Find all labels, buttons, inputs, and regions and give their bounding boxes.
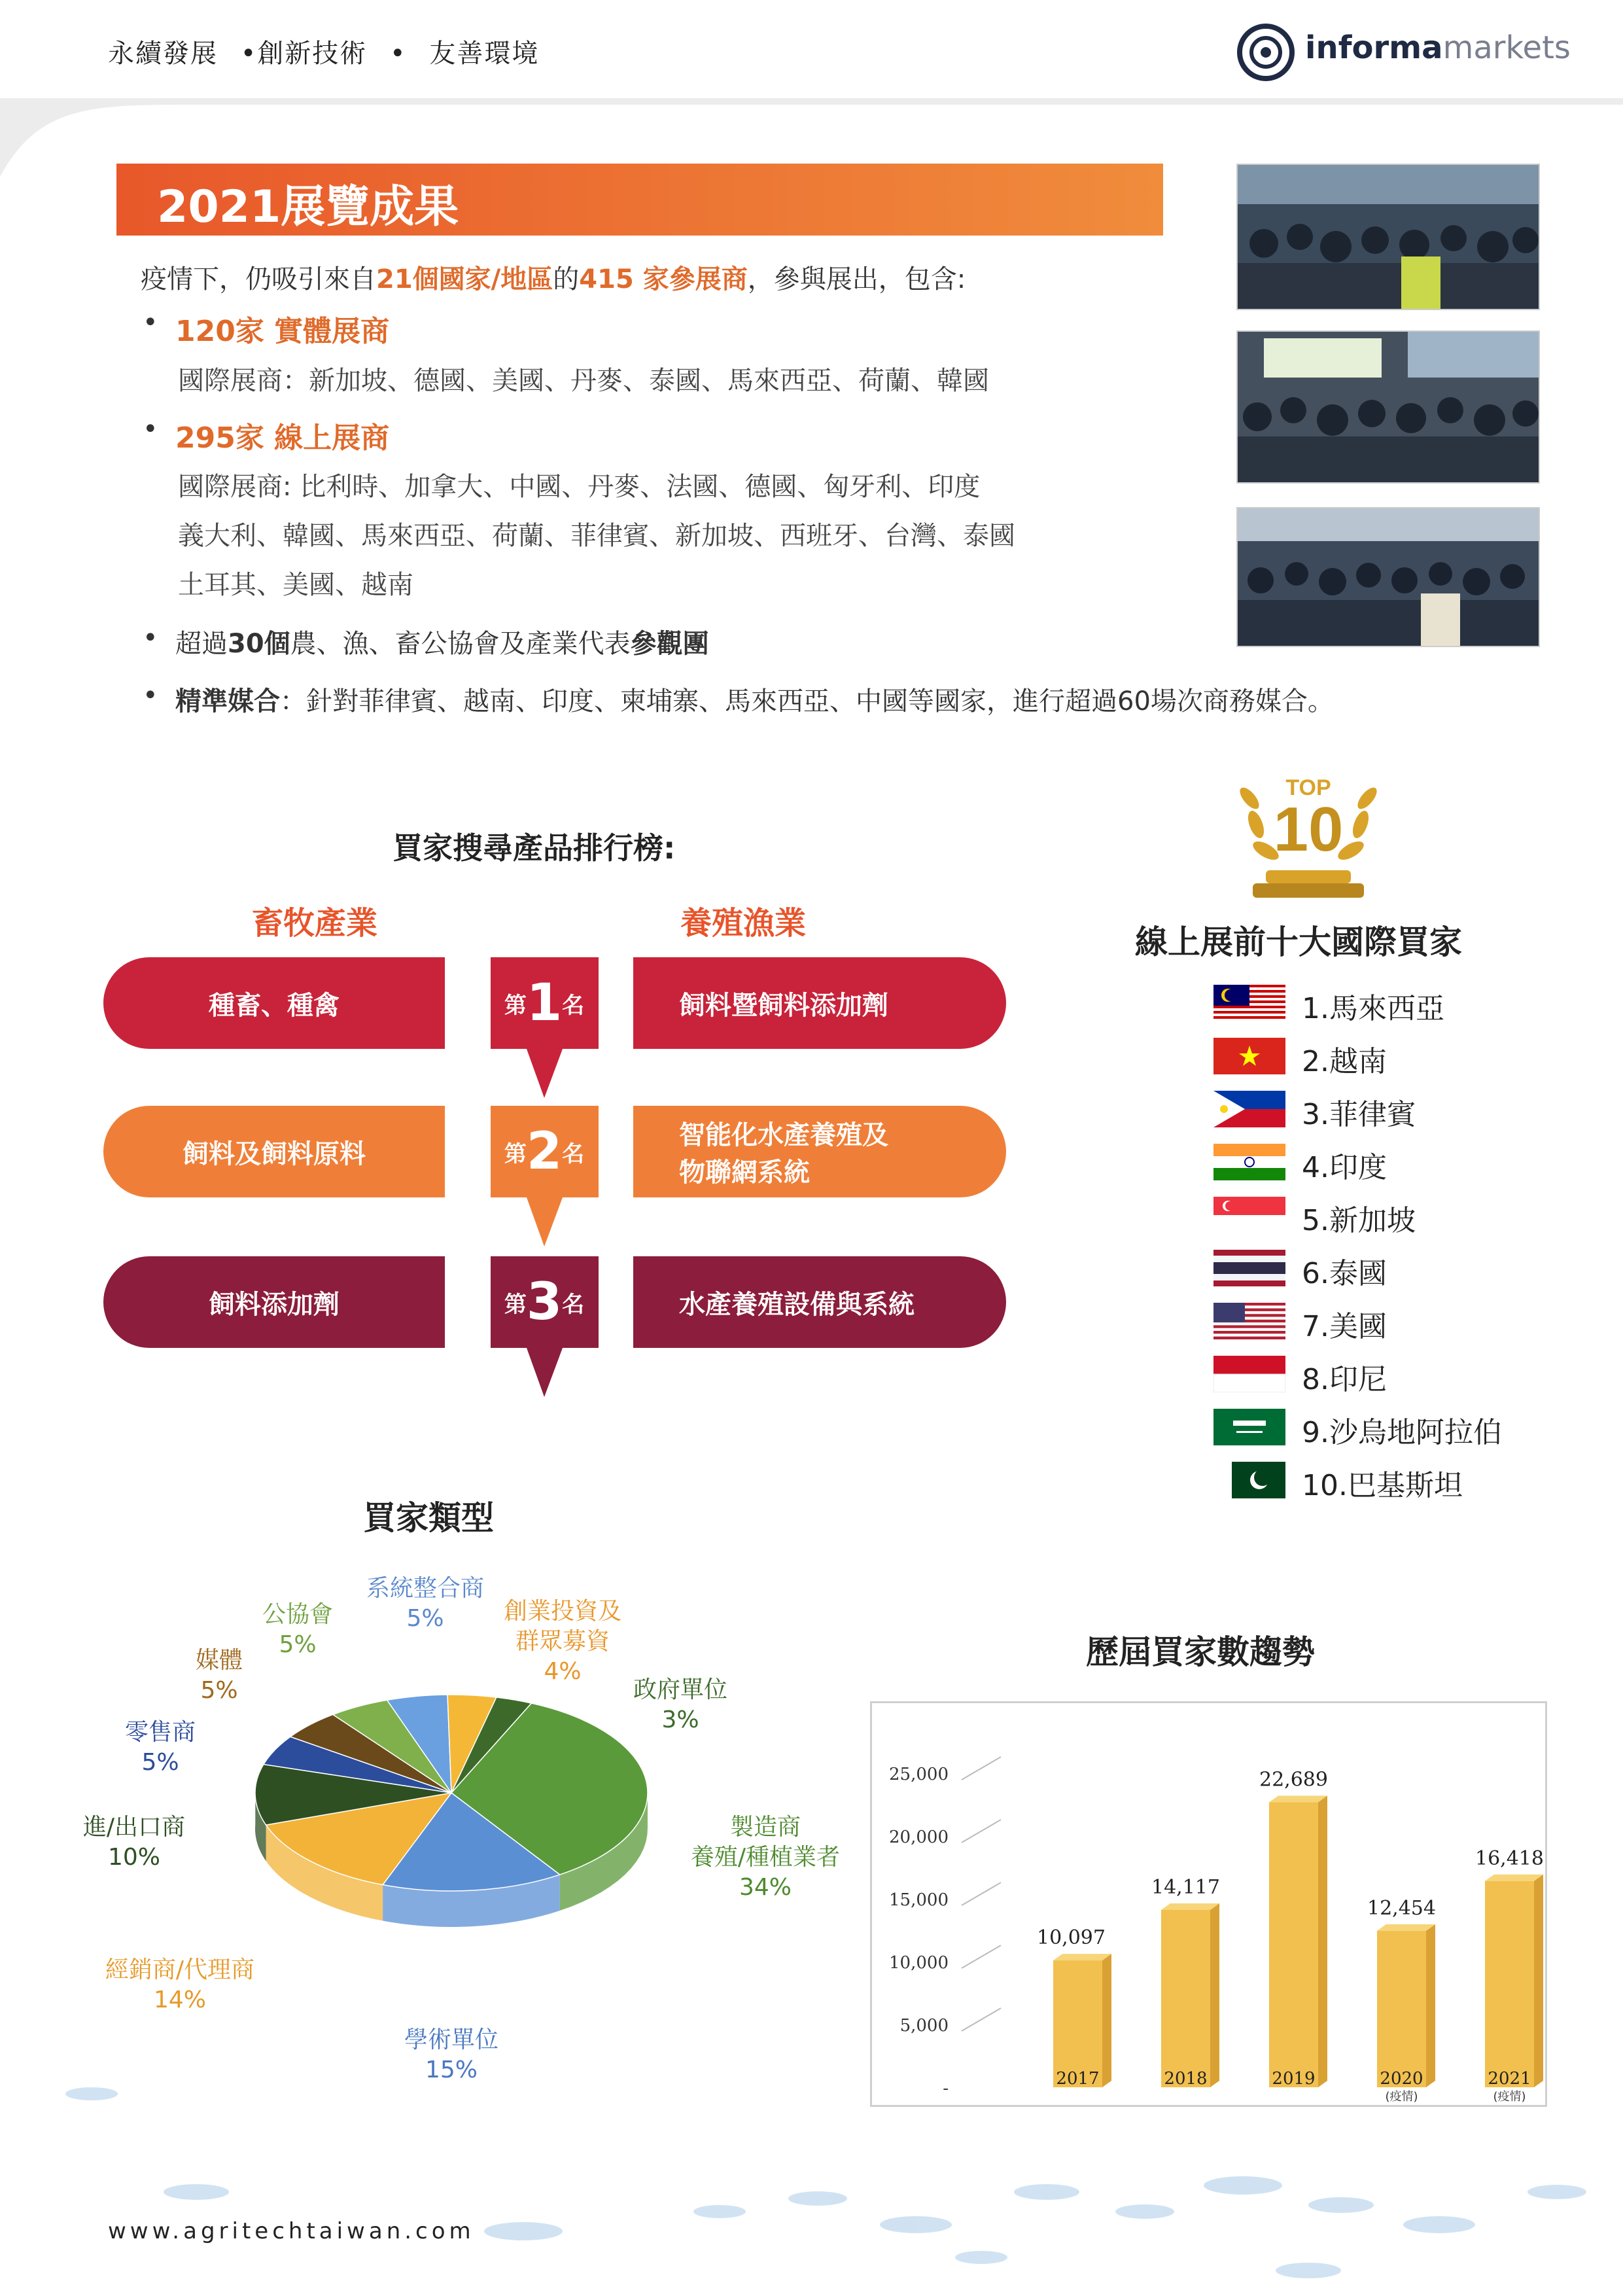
bullet-online [143, 414, 390, 456]
pie-label-name: 零售商 [124, 1719, 196, 1746]
buyer-item: 1.馬來西亞 [1302, 992, 1444, 1025]
x-category-label: 2018 [1164, 2069, 1208, 2089]
rank-prefix: 第 [504, 992, 527, 1019]
x-category-note: (疫情) [1493, 2090, 1526, 2104]
pie-label-retailer [105, 1718, 216, 1778]
bullet-delegation [143, 623, 709, 660]
pie-label-name: 公協會 [262, 1601, 333, 1628]
buyer-item: 9.沙烏地阿拉伯 [1302, 1416, 1502, 1449]
bar-top [1161, 1903, 1219, 1910]
indonesia-flag-icon [1213, 1356, 1285, 1392]
delegation-b: 30個 [228, 629, 290, 659]
pie-label-pct: 34% [739, 1874, 792, 1901]
thailand-flag-icon [1213, 1250, 1285, 1286]
philippines-flag-icon [1213, 1091, 1285, 1127]
malaysia-flag-icon [1213, 985, 1285, 1021]
top10-badge-text: TOP [1285, 775, 1331, 800]
expo-crowd-photo-2 [1236, 330, 1540, 484]
grid-line [962, 1882, 1001, 1905]
pie-label-name: 媒體 [195, 1647, 243, 1674]
buyer-trend-title: 歷屆買家數趨勢 [1086, 1633, 1315, 1671]
buyer-item: 4.印度 [1302, 1151, 1387, 1184]
singapore-flag-icon [1213, 1197, 1285, 1233]
intro-text [141, 258, 966, 296]
pie-label-pct: 15% [425, 2057, 478, 2083]
saudi-arabia-flag-icon [1213, 1409, 1285, 1445]
livestock-rank-3: 飼料添加劑 [103, 1256, 445, 1348]
matching-a: 精準媒合 [175, 686, 280, 716]
pie-label-name: 學術單位 [404, 2026, 498, 2053]
aquaculture-rank-2-text-1: 智能化水產養殖及 [679, 1120, 888, 1150]
expo-crowd-photo-1 [1236, 164, 1540, 310]
rank-3-label [495, 1256, 593, 1348]
aquaculture-rank-2-text-2: 物聯網系統 [679, 1157, 810, 1188]
x-category-label: 2021 [1488, 2069, 1531, 2089]
pie-label-name: 製造商 養殖/種植業者 [690, 1814, 841, 1871]
y-tick-label: 25,000 [889, 1765, 949, 1784]
bar-value-label: 12,454 [1367, 1896, 1436, 1920]
aquaculture-rank-3-text: 水產養殖設備與系統 [679, 1289, 915, 1320]
grid-line [962, 1945, 1001, 1968]
aquaculture-category-title: 養殖漁業 [680, 905, 807, 942]
y-tick-label: 5,000 [899, 2016, 949, 2036]
online-exhibitors-line-2: 義大利、韓國、馬來西亞、荷蘭、菲律賓、新加坡、西班牙、台灣、泰國 [178, 521, 1015, 551]
tagline-item: •創新技術 [240, 39, 368, 69]
bar-side [1318, 1795, 1327, 2087]
bar [1485, 1881, 1534, 2087]
buyer-types-pie-chart [216, 1662, 687, 1963]
bullet-dot: • [143, 623, 158, 653]
bar-side [1210, 1903, 1219, 2087]
bar-top [1053, 1954, 1111, 1960]
buyer-item: 5.新加坡 [1302, 1204, 1416, 1237]
buyer-item: 6.泰國 [1302, 1257, 1387, 1290]
buyer-item: 2.越南 [1302, 1045, 1387, 1078]
pie-label-pct: 5% [406, 1605, 444, 1632]
tagline [108, 33, 552, 70]
logo-suffix: markets [1442, 29, 1571, 66]
delegation-d: 參觀團 [630, 629, 709, 659]
buyer-item: 7.美國 [1302, 1310, 1387, 1343]
bar-top [1485, 1875, 1543, 1881]
buyer-item: 8.印尼 [1302, 1363, 1387, 1396]
pie-label-name: 創業投資及 群眾募資 [503, 1598, 621, 1655]
online-exhibitors-line-3: 土耳其、美國、越南 [178, 570, 413, 600]
grid-line [962, 1757, 1001, 1780]
fish-school-decoration [0, 2061, 1623, 2296]
rank-suffix: 名 [562, 992, 585, 1019]
pie-label-name: 系統整合商 [366, 1575, 484, 1602]
livestock-rank-2: 飼料及飼料原料 [103, 1106, 445, 1197]
aquaculture-rank-1 [633, 957, 1006, 1049]
bar-value-label: 14,117 [1151, 1875, 1220, 1899]
pie-label-pct: 5% [141, 1749, 179, 1776]
bar-value-label: 16,418 [1475, 1846, 1544, 1870]
rank-number: 3 [526, 1273, 563, 1332]
pie-label-distributor [79, 1955, 281, 2015]
rank-number: 1 [526, 974, 563, 1033]
logo-brand: informa [1305, 29, 1443, 66]
buyer-item: 10.巴基斯坦 [1302, 1469, 1463, 1502]
livestock-category-title: 畜牧產業 [252, 905, 378, 942]
pie-label-government [621, 1675, 739, 1735]
aquaculture-rank-1-text: 飼料暨飼料添加劑 [679, 990, 888, 1021]
intro-prefix: 疫情下，仍吸引來自 [141, 264, 376, 294]
intro-mid: 的 [553, 264, 580, 294]
x-category-note: (疫情) [1385, 2090, 1418, 2104]
bullet-matching [143, 680, 1334, 718]
rank-2-label [495, 1106, 593, 1197]
rank-prefix: 第 [504, 1140, 527, 1167]
india-flag-icon [1213, 1144, 1285, 1180]
bar-top [1377, 1924, 1435, 1931]
pie-label-pct: 14% [153, 1987, 206, 2013]
expo-crowd-photo-3 [1236, 507, 1540, 647]
x-category-label: 2017 [1056, 2069, 1100, 2089]
bullet-dot: • [143, 414, 158, 444]
y-tick-label: 20,000 [889, 1828, 949, 1847]
pie-label-system-integrator [357, 1574, 494, 1634]
pie-label-pct: 5% [279, 1631, 317, 1658]
informa-markets-logo[interactable] [1305, 29, 1571, 66]
intro-countries: 21個國家/地區 [376, 264, 553, 294]
y-tick-label: 15,000 [889, 1890, 949, 1910]
rank-prefix: 第 [504, 1291, 527, 1318]
top10-trophy-icon [1230, 752, 1387, 910]
online-exhibitors-line-1: 國際展商: 比利時、加拿大、中國、丹麥、法國、德國、匈牙利、印度 [178, 472, 981, 502]
rank-number: 2 [526, 1122, 563, 1181]
buyer-item: 3.菲律賓 [1302, 1098, 1416, 1131]
rank-suffix: 名 [562, 1140, 585, 1167]
top10-badge-number: 10 [1273, 794, 1344, 864]
vietnam-flag-icon [1213, 1038, 1285, 1074]
pie-label-pct: 4% [544, 1658, 582, 1685]
x-category-label: 2019 [1272, 2069, 1316, 2089]
delegation-c: 農、漁、畜公協會及產業代表 [290, 629, 631, 659]
bar-top [1269, 1795, 1327, 1802]
bar [1269, 1802, 1318, 2087]
pie-label-manufacturer [667, 1812, 864, 1903]
intro-suffix: ，參與展出，包含: [747, 264, 966, 294]
usa-flag-icon [1213, 1303, 1285, 1339]
physical-exhibitors-countries: 國際展商：新加坡、德國、美國、丹麥、泰國、馬來西亞、荷蘭、韓國 [178, 366, 989, 396]
grid-line [962, 1820, 1001, 1843]
bullet-physical [143, 308, 390, 349]
pie-label-name: 經銷商/代理商 [105, 1956, 255, 1983]
intro-exhibitors: 415 家參展商 [579, 264, 748, 294]
pie-label-venture-capital [491, 1597, 635, 1687]
rank-suffix: 名 [562, 1291, 585, 1318]
tagline-item: 永續發展 [108, 39, 218, 69]
pie-label-pct: 10% [107, 1844, 160, 1871]
tagline-item: • [390, 39, 407, 69]
physical-exhibitors-title: 120家 實體展商 [175, 315, 390, 348]
tagline-item: 友善環境 [429, 39, 540, 69]
pie-label-import-export [59, 1812, 209, 1873]
livestock-rank-1: 種畜、種禽 [103, 957, 445, 1049]
grid-line [962, 2008, 1001, 2031]
delegation-a: 超過 [175, 629, 228, 659]
bullet-dot: • [143, 308, 158, 338]
online-exhibitors-title: 295家 線上展商 [175, 421, 390, 455]
informa-logo-icon [1230, 16, 1302, 88]
buyer-types-title: 買家類型 [363, 1499, 494, 1537]
section-title: 2021展覽成果 [157, 181, 459, 233]
aquaculture-rank-2 [633, 1106, 1006, 1197]
bar-value-label: 10,097 [1037, 1926, 1106, 1950]
pie-label-pct: 5% [200, 1677, 238, 1704]
rank-1-label [495, 957, 593, 1049]
pie-label-association [245, 1600, 350, 1660]
footer-website-link[interactable]: www.agritechtaiwan.com [108, 2218, 475, 2244]
y-tick-label: 10,000 [889, 1953, 949, 1973]
pie-label-pct: 3% [661, 1706, 699, 1733]
bar-side [1534, 1875, 1543, 2087]
x-category-label: 2020 [1380, 2069, 1423, 2089]
aquaculture-rank-3 [633, 1256, 1006, 1348]
bullet-dot: • [143, 680, 158, 711]
top10-buyers-title: 線上展前十大國際買家 [1135, 923, 1462, 961]
bar-value-label: 22,689 [1259, 1768, 1328, 1792]
pie-label-name: 進/出口商 [82, 1814, 186, 1841]
y-tick-label: - [943, 2079, 949, 2098]
buyer-trend-bar-chart [870, 1701, 1547, 2107]
ranking-title: 買家搜尋產品排行榜: [393, 830, 676, 866]
matching-b: ：針對菲律賓、越南、印度、柬埔寨、馬來西亞、中國等國家，進行超過60場次商務媒合。 [280, 686, 1334, 716]
pakistan-flag-icon [1213, 1462, 1285, 1498]
pie-label-name: 政府單位 [633, 1676, 727, 1703]
